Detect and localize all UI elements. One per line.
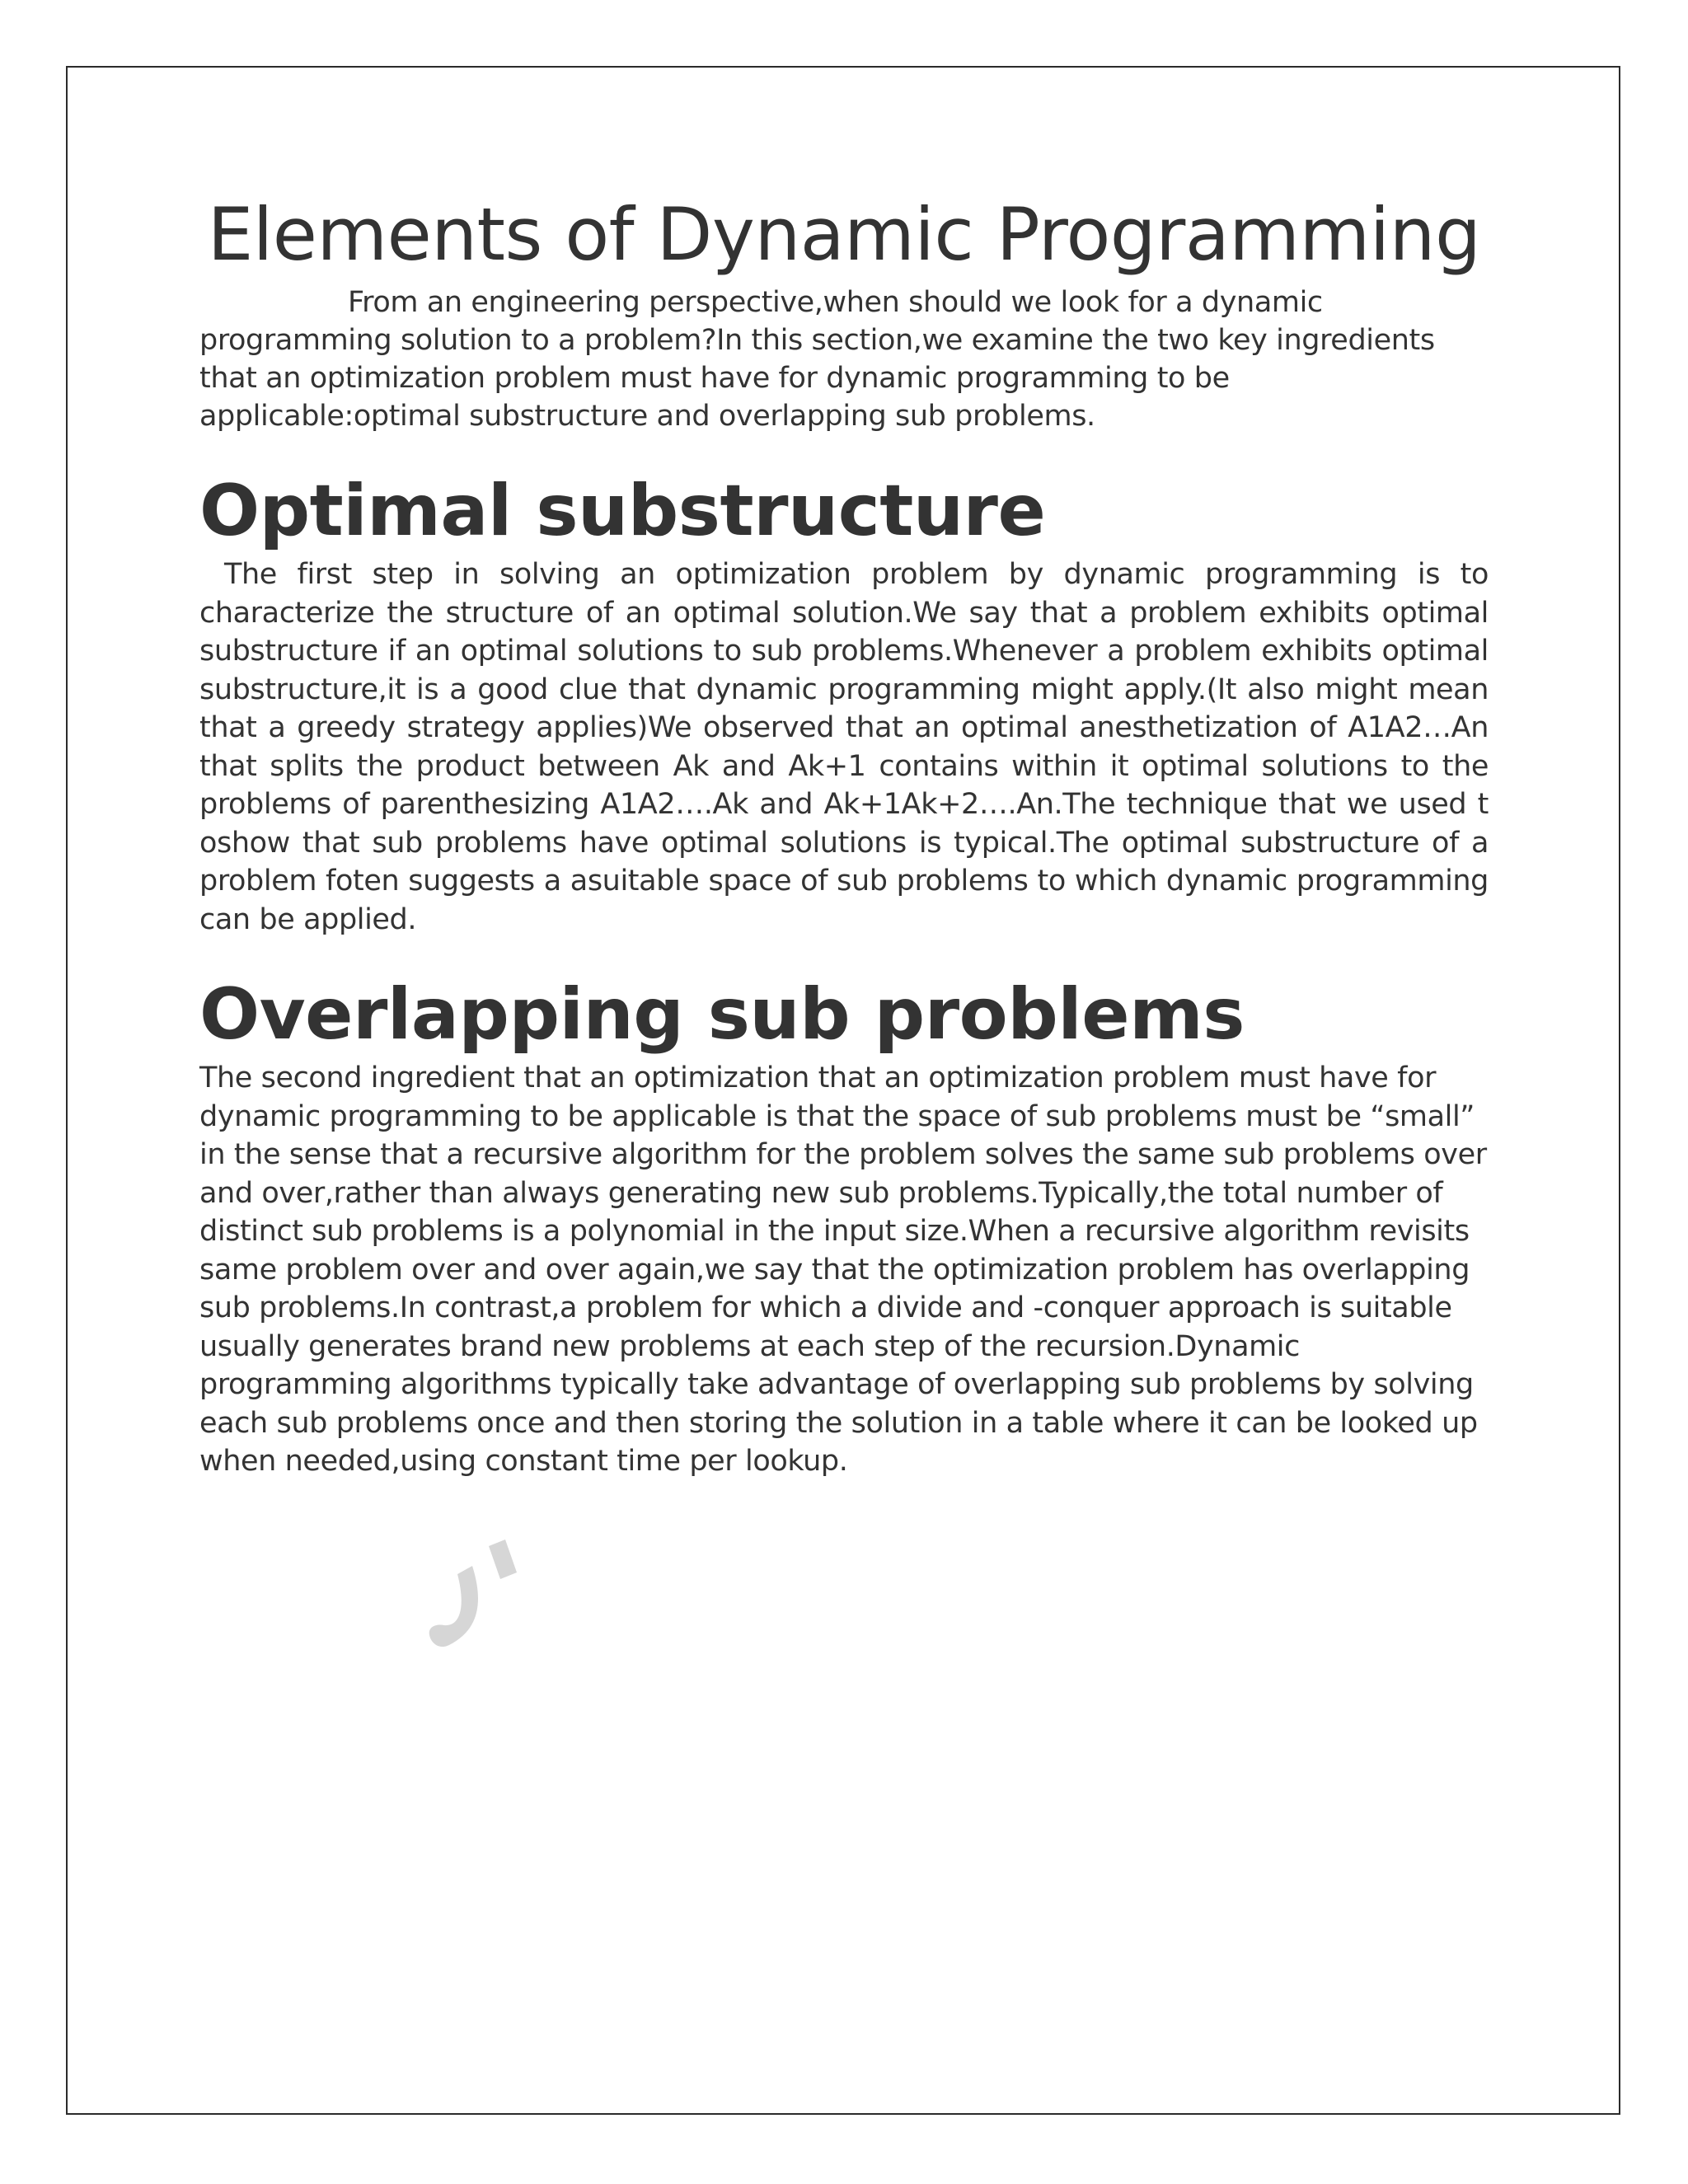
section-heading-overlapping-sub-problems: Overlapping sub problems xyxy=(199,973,1245,1056)
page-title: Elements of Dynamic Programming xyxy=(207,192,1481,277)
section-heading-optimal-substructure: Optimal substructure xyxy=(199,470,1046,552)
intro-paragraph: From an engineering perspective,when should we look for a dynamic programming solution to a problem?In this section,we examine the two key ingredients that an optimization problem must have for dynamic programming to be applicable:optimal substructure and overlapping sub problems. xyxy=(199,286,1435,433)
section-body-optimal-substructure: The first step in solving an optimization problem by dynamic programming is to characterize the structure of an optimal solution.We say that a problem exhibits optimal substructure if an optimal solutions to sub problems.Whenever a problem exhibits optimal substructure,it is a good clue that dynamic programming might apply.(It also might mean that a greedy strategy applies)We observed that an optimal anesthetization of A1A2…An that splits the product between Ak and Ak+1 contains within it optimal solutions to the problems of parenthesizing A1A2….Ak and Ak+1Ak+2….An.The technique that we used t oshow that sub problems have optimal solutions is typical.The optimal substructure of a problem foten suggests a asuitable space of sub problems to which dynamic programming can be applied. xyxy=(199,558,1489,936)
section-body-overlapping-sub-problems: The second ingredient that an optimization that an optimization problem must have for dynamic programming to be applicable is that the space of sub problems must be “small” in the sense that a recursive algorithm for the problem solves the same sub problems over and over,rather than always generating new sub problems.Typically,the total number of distinct sub problems is a polynomial in the input size.When a recursive algorithm revisits same problem over and over again,we say that the optimization problem has overlapping sub problems.In contrast,a problem for which a divide and -conquer approach is suitable usually generates brand new problems at each step of the recursion.Dynamic programming algorithms typically take advantage of overlapping sub problems by solving each sub problems once and then storing the solution in a table where it can be looked up when needed,using constant time per lookup. xyxy=(199,1062,1487,1478)
document-body xyxy=(199,190,1489,1481)
